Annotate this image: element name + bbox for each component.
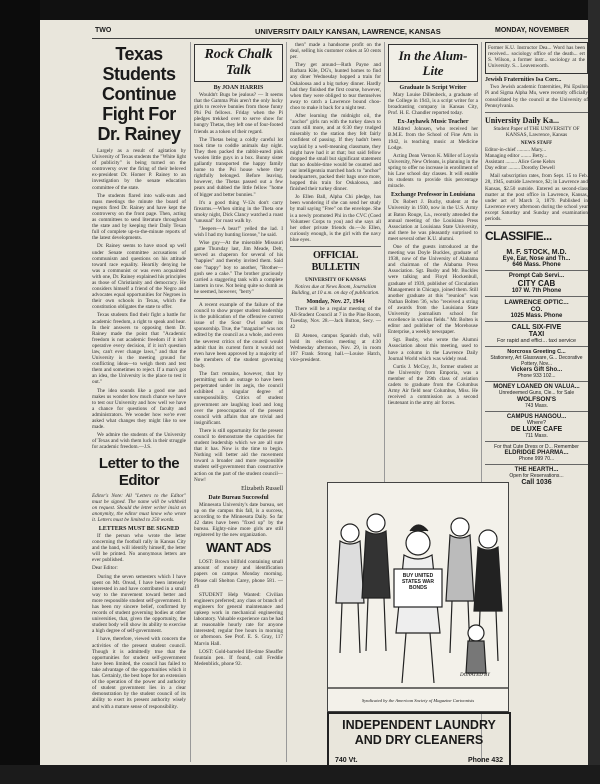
ad-name: CALL SIX-FIVE bbox=[511, 324, 562, 332]
ad-line: Stationery, Art Glassware, G... Decorative Pottery, Nov... bbox=[490, 355, 583, 368]
article-paragraph: Dr. Rainey seems to have stood up well under Senate committee accusations of communism and questions on his attitude toward race equality. Heartily denying he was a communist or was even acquainted with one, Dr. Rainey explained his principles as those of Christianity and democracy. He considers himself a friend of the Negro and advocates equal opportunities for Negroes in their own schools in Texas, which the constitution obligates the state to offer. bbox=[92, 243, 186, 311]
folio-line bbox=[40, 24, 588, 38]
letter-signature: Elizabeth Russell bbox=[241, 485, 283, 492]
bulletin-number: —42 bbox=[290, 318, 381, 331]
ad-name: WOLFSON'S bbox=[516, 396, 557, 404]
cartoon-credit: DONATED BY bbox=[460, 673, 490, 678]
classified-ad bbox=[485, 247, 588, 271]
bulletin-subheading: UNIVERSITY OF KANSAS bbox=[305, 278, 366, 283]
column-paragraph: "Jeepers—A bear!" yelled the lad. I wish I had my hunting license," he said. bbox=[194, 225, 283, 239]
want-ad-text: LOST: Brown billfold containing small amount of money and identification papers on campus Monday morning. Please call Shelton Carey, phone 581. bbox=[194, 559, 283, 584]
column-divider bbox=[286, 42, 287, 762]
letter-paragraph: During the seven semesters which I have spent on Mt. Oread, I have been intensely interested in and have contributed in a small way to the movement toward better and more responsible student self-government. It has been my sincere belief, confirmed by records of student governing bodies at other universities, that, given the opportunity, the student body will show its ability to exercise a high degree of self-government. bbox=[92, 573, 186, 635]
column-paragraph: After learning the midnight oil, the "anchor" girls ran with the turkey dawn to cram still more, and at 6:30 they trudged miserably to the station they felt fairly confident of passing. If they hadn't been waylaid by a well-meaning classmate, they might have had it at that; but said fellow dropped the small but significant statement that no double-time would be counted and our intelligentsia marched back to "anchor" headquarters, packed their bags once more, hopped this train for Oskaloosa, and finished their turkey dinner. bbox=[290, 113, 381, 193]
alum-lite-banner-box bbox=[388, 44, 478, 82]
masthead-subtitle: Student Paper of THE UNIVERSITY OF KANSAS, Lawrence, Kansas bbox=[493, 125, 580, 138]
article-paragraph: Minnesota University's date bureau, set up on the campus this fall, is a success, according to the Minnesota Daily. So far 42 dates have been "fixed up" by the bureau. Eighty-nine more girls are still registered by the new organization. bbox=[194, 501, 283, 539]
bulletin-note: Notices due at News Room, Journalism Building, at 10 a.m. on day of publication. bbox=[291, 284, 380, 297]
ad-line: Open for Reservations... bbox=[509, 473, 564, 480]
rock-chalk-banner-box bbox=[194, 44, 283, 82]
byline: By JOAN HARRIS bbox=[213, 85, 264, 91]
news-staff-label: NEWS STAFF bbox=[520, 140, 553, 146]
column-paragraph: Jo Ellen Ball, Alpha Chi pledge, has been wondering if she can send her study by mail saying "Free" on the envelope. She is a newly promoted Phi in the CVC (Coed Volunteer Corps to you) and she says all her other private friends do.—Jo Ellen, curiously enough, is the girl with the navy blue eyes. bbox=[290, 194, 381, 243]
issue-date: MONDAY, NOVEMBER bbox=[495, 27, 570, 34]
ad-name: DE LUXE CAFE bbox=[510, 426, 563, 434]
classified-ad bbox=[485, 442, 588, 465]
classified-ad bbox=[485, 297, 588, 322]
news-brief: Former K.U. Instructor Dea... Word has been received... sociology office of the death... ert S. Wilson, a former instr... sociology at the University. S... Leavenworth. bbox=[488, 45, 585, 70]
ad-line: For rapid and effici... taxi service bbox=[496, 338, 577, 345]
want-ad: LOST: Gold-barreled life-time Sheaffer fountain pen. If found, call Freddie Medenblick, phone 92. bbox=[194, 648, 283, 667]
article-paragraph: One of the guests introduced at the meeting was Doyle Buckles, graduate of 1938, now of the University of Alabama and chairman of the Alabama Press Association. Sgt. Busby and Mr. Buckles were talking and Floyd Hockenbull, graduate of 1939, publisher of Circulation Management in Chicago, joined them. Still another graduate at this "reunion" was Nathan Bolten '36, who "received a string of awards from the Louisiana State University journalism school for excellence in various fields." Mr. Bolten is editor and publisher of the Morehouse Enterprise, a weekly newspaper. bbox=[388, 243, 478, 336]
ad-address: 107 W. 7th Phone bbox=[511, 288, 562, 295]
want-ad: STUDENT Help Wanted: Civilian engineers preferred; any class or branch of engineers for general maintenance and upkeep work in mechanical engineering laboratory. Valuable experience can be had at reasonable hourly rate for anyone interested; regular free hours in morning or afternoon. See Prof. E. S. Gray, 117 Marvin Hall. bbox=[194, 591, 283, 647]
page-number: TWO bbox=[95, 27, 112, 34]
official-bulletin-heading: OFFICIAL BULLETIN bbox=[311, 250, 360, 273]
ad-headline: AND DRY CLEANERS bbox=[354, 733, 484, 747]
ad-name: MONEY LOANED ON VALUA... bbox=[493, 384, 580, 391]
scanner-right-edge bbox=[588, 0, 600, 784]
ad-headline: INDEPENDENT LAUNDRY bbox=[342, 718, 496, 732]
divider bbox=[485, 225, 588, 226]
folio-rule bbox=[92, 38, 588, 39]
ad-address: Phone 933 102... bbox=[517, 373, 556, 380]
masthead-rates: Mail subscription rates, from Sept. 15 to Feb. 28, 1945, outside Lawrence, $2; in Lawrence and Kansas, $2.50 outside. Entered as second-class matter at the post office in Lawrence, Kansas, under act of March 3, 1879. Published in Lawrence every afternoon during the school year except Saturday and Sunday and examination periods. bbox=[485, 173, 588, 222]
subhead: Exchange Professor in Louisiana bbox=[391, 192, 475, 199]
masthead-title: University Daily Ka... bbox=[485, 115, 559, 125]
divider bbox=[485, 112, 588, 113]
staff-line: Managing editor ........ Betty... bbox=[485, 153, 548, 160]
ad-address: 711 Mass. bbox=[525, 433, 548, 440]
article-paragraph: Mary Louise Dillenbeck, a graduate of the College in 1943, is a script writer for a broadcasting company in Kansas City, Prof. H. E. Chandler reported today. bbox=[388, 92, 478, 117]
article-paragraph: Curtis J. McCoy, Jr., former student at the University from Emporia, was a member of the 29th class of aviation cadets to graduate from the Columbus Army Air field near Columbus, Miss. He received a commission as a second lieutenant in the army air forces. bbox=[388, 363, 478, 407]
classified-ad bbox=[485, 412, 588, 442]
headline-letter-to-editor: Letter to the Editor bbox=[98, 454, 180, 489]
ad-name: TAXI bbox=[528, 331, 545, 339]
letter-paragraph: There is still opportunity for the present council to demonstrate the capacities for student leadership which we are all sure that it has. Now is the time to begin. Nothing will better aid the movement toward a broader and more responsible student self-government than constructive action on the part of the student council—Now! bbox=[194, 427, 283, 483]
subhead: Jewish Fraternities Isa Corr... bbox=[485, 77, 562, 84]
classified-heading: CLASSIFIE... bbox=[485, 229, 552, 244]
article-paragraph: Sgt. Busby, who wrote the Alumni Association about this meeting, used to have a column in the Lawrence Daily Journal World which was widely read. bbox=[388, 337, 478, 362]
ad-name: CITY CAB bbox=[517, 279, 556, 289]
ad-name: Vickers Gift Sho... bbox=[510, 367, 563, 374]
ad-line: Where? bbox=[526, 420, 547, 427]
staff-line: Assistant ......... Alice Gene Kehrs bbox=[485, 159, 556, 166]
war-bonds-cartoon bbox=[327, 482, 509, 712]
article-paragraph: We admire the students of the University of Texas and wish them luck in their struggle for academic freedom.—J.S. bbox=[92, 432, 186, 451]
subhead: Graduate Is Script Writer bbox=[399, 85, 467, 91]
article-paragraph: Mildred Johnsen, who received her B.M.E. from the School of Fine Arts in 1942, is teaching music at Medicine Lodge. bbox=[388, 126, 478, 151]
subhead-date-bureau: Date Bureau Successful bbox=[208, 494, 269, 501]
want-ad-number: —49 bbox=[194, 577, 283, 590]
column-rock-chalk-continued bbox=[290, 42, 381, 480]
column-rock-chalk bbox=[194, 42, 283, 764]
column-divider bbox=[384, 42, 385, 482]
column-paragraph: then" made a handsome profit on the deal, selling his customer cokes at 50 cents per. bbox=[290, 42, 381, 61]
staff-line: Editor-in-chief .......... Mary... bbox=[485, 146, 547, 153]
column-paragraph: Wise guy—At the miserable Missouri game Thursday last, Jim Meade, Delt, served as chaperon for several of his "happies" and thereby invited them. Said one "happy" boy to another, "Brother—gosh see a cake." The brother graciously carried a staggering tank with a complete lantern in tow. Not being quite so dumb as he seemed, however, "berry" bbox=[194, 240, 283, 295]
column-paragraph: It's a good thing V-12s don't carry firearms.—When sitting in the Theta one smoky night, Dick Clancy watched a roast "unusual" for roast walk by. bbox=[194, 199, 283, 224]
alum-lite-banner: In the Alum-Lite bbox=[398, 48, 468, 78]
want-ad bbox=[194, 559, 283, 589]
bulletin-date: Monday, Nov. 27, 1944 bbox=[306, 299, 365, 306]
ad-name: THE HEARTH... bbox=[514, 467, 559, 474]
article-paragraph: Dr. Robert J. Buchy, student at the University in 1930, now in the U.S. Army at Baton Rouge, La., recently attended the annual meeting of the Louisiana Press Association at Louisiana State University, and there he was pleasantly surprised to meet several other K.U. alumni. bbox=[388, 199, 478, 242]
want-ads-heading: WANT ADS bbox=[206, 540, 271, 556]
ad-address: 1025 Mass. Phone bbox=[510, 313, 563, 320]
ad-name: Norcross Greeting C... bbox=[507, 349, 566, 356]
article-paragraph: The idea sounds like a good one and makes us wonder how much chance we have to test our University and how well we have a chance for questions of faculty and administrators. We wonder how we're ever asked what changes they might like to see made. bbox=[92, 387, 186, 431]
article-paragraph: The students flared into walk-outs and mass meetings the minute the board of regents fired Dr. Rainey and have kept the controversy on the front page. Then, acting as committees to send literature throughout the state and by keeping their Daily Texan full of complete up-to-the-minute reports of the latest developments. bbox=[92, 192, 186, 242]
ad-address: 743 Mass. bbox=[524, 403, 549, 410]
divider bbox=[290, 246, 381, 247]
classified-ad bbox=[485, 347, 588, 382]
ad-address: 740 Vt. bbox=[335, 757, 358, 764]
ad-line: For that Cute Dress or D... Remember bbox=[494, 444, 579, 451]
bulletin-text: There will be a regular meeting of the All-Student Council at 7 in the Pine Room, Tuesday, Nov. 28.—Jack Button, Secy. bbox=[290, 306, 381, 325]
scanner-left-margin bbox=[0, 0, 40, 784]
column-editorial bbox=[92, 42, 186, 764]
article-paragraph: Largely as a result of agitation by University of Texas students the "White light of publicity" is being turned on the controversy over the firing of their beloved ex-president Dr. Homer P. Rainey to an investigation by the senate education committee of the state. bbox=[92, 148, 186, 191]
ad-name: LAWRENCE OPTIC... bbox=[504, 299, 569, 307]
ad-address: 646 Mass. Phone bbox=[512, 262, 561, 269]
article-paragraph: Acting Dean Vernon K. Miller of Loyola University, New Orleans, is planning in the spring to offer no increase in enrollment of his Law school day classes. It will enable its students to provide this percentage miracle. bbox=[388, 152, 478, 190]
ad-name: CAMPUS HANGOU... bbox=[506, 414, 567, 421]
subhead: Ex-Jayhawk Music Teacher bbox=[397, 119, 469, 126]
paper-name-line: UNIVERSITY DAILY KANSAN, LAWRENCE, KANSAS bbox=[255, 27, 441, 36]
ad-name: M. F. STOCK, M.D. bbox=[506, 249, 567, 257]
article-paragraph: Two Jewish academic fraternities, Phi Epsilon Pi and Sigma Alpha Mu, were recently officially consolidated by the council at the University of Pennsylvania. bbox=[485, 84, 588, 109]
scanner-bottom-edge bbox=[0, 765, 600, 784]
rock-chalk-banner: Rock Chalk Talk bbox=[204, 47, 273, 78]
column-paragraph: The Thetas being a coldly careful lot took time to coddle animals day night. They then packed the rabbit-eared pink woolen little guys in a box. Bunny sister gallantly transported the happy family home to the Psi house where they rightfully belonged. Before leaving, however, the Thetas passed out a few pears and dubbed the little fellow "home of bigger and better bunnies." bbox=[194, 136, 283, 198]
classified-ad bbox=[485, 382, 588, 412]
letter-paragraph: If the person who wrote the letter concerning the football rally in Kansas City and the band, will identify himself, the letter will be printed. No anonymous letters are ever published. bbox=[92, 532, 186, 564]
newspaper-page bbox=[40, 20, 588, 765]
editors-note: Editor's Note: All "Letters to the Editor" must be signed. The name will be withheld on request. Should the letter writer insist on anonymity, the editor must know who wrote it. Letters must be limited to 250 words. bbox=[92, 492, 186, 523]
article-paragraph: Texas students find their fight a battle for academic freedom, a right to speak and hear. In their answers to opposing them Dr. Rainey made the point that "Academic freedom is not academic freedom if it isn't operative every decision, if it isn't question law, can't ever change laws," and that the University is the meeting ground for conflicting ideas—to weigh them and test them and sometimes to reject. If a man's got an idea, the University is the place to test it out." bbox=[92, 312, 186, 386]
letters-signed-rule: LETTERS MUST BE SIGNED bbox=[98, 525, 180, 532]
column-paragraph: They get around—Ruth Payne and Barbara Kile, DG's, hunted homes to find any diner Wednesday hopped a train for Oskaloosa and a big turkey dinner. Hardly had they finished the first course, however, when they were obliged to tear themselves away to catch a Lawrence bound choo-choo to make it back for a night test. bbox=[290, 62, 381, 111]
cartoon-caption: Syndicated by the American Society of Magazine Cartoonists bbox=[361, 698, 475, 703]
column-paragraph: Wouldn't Bugs be jealous? — It seems that the Gamma Phis aren't the only lucky girls to receive bunnies from those funny Phi Psi fellows. Friday when the Pi pledges trekked over to serve show for hungry Thetas, they left one of four-footed friends as a token of their regard. bbox=[194, 92, 283, 135]
divider bbox=[194, 298, 283, 299]
column-divider bbox=[190, 42, 191, 762]
ad-address: Phone 999 70... bbox=[518, 456, 555, 463]
bulletin-item: El Ateneo, campus Spanish club, will hold its election meeting at 4:30 Wednesday afternoon, Nov. 29, in room 107 Frank Strong hall.—Louise Hatch, vice-president. bbox=[290, 332, 381, 363]
classified-ad bbox=[485, 271, 588, 297]
ad-name: ELDRIDGE PHARMA... bbox=[504, 450, 569, 457]
ad-phone: Phone 432 bbox=[467, 757, 503, 764]
headline-texas-students: Texas Students Continue Fight For Dr. Rainey bbox=[97, 44, 181, 144]
staff-line: Day editor ......... Dorothy Dewell bbox=[485, 165, 555, 172]
letter-salutation: Dear Editor: bbox=[92, 565, 118, 572]
laundry-advertisement bbox=[327, 712, 511, 765]
bulletin-item bbox=[290, 306, 381, 330]
news-brief-box bbox=[485, 42, 588, 74]
letter-paragraph: I have, therefore, viewed with concern the activities of the present student council. Though it is admittedly true that the opportunities for student self-government have been limited, the council has failed to take advantage of the opportunities which it has. Certainly, the best hope for an extension of the operation of the power and authority of student government lies in a clear demonstration by the student council of its ability to exert its present authority wisely and with a mature sense of responsibility. bbox=[92, 636, 186, 710]
classified-ad bbox=[485, 322, 588, 347]
letter-paragraph: A recent example of the failure of the council to show proper student leadership is the publication of the offensive current issue of the Sour Owl under its sponsorship. True, the "magazine" was not edited by the council as a whole, and even the severest critics of the council would admit that its current form it would not even have been approved by a majority of the members of the student governing body. bbox=[194, 302, 283, 369]
ad-line: Unredeemed Guns, Cle... for Sale bbox=[498, 390, 575, 397]
ad-name: CO. bbox=[530, 306, 543, 314]
column-alum-lite bbox=[388, 42, 478, 480]
ad-line: Prompt Cab Servi... bbox=[508, 273, 565, 280]
war-bonds-sign: BUY UNITED STATES WAR BONDS bbox=[401, 573, 435, 591]
ad-address: Call 1036 bbox=[521, 479, 552, 487]
ad-line: Eye, Ear, Nose and Th... bbox=[502, 256, 571, 263]
letter-paragraph: The fact remains, however, that by permitting such an outrage to have been perpetrated under its aegis, the council exhibited a singular degree of unresponsibility. Critics of student government are laughing loud and long over the preoccupation of the present council with affairs that are trivial and insignificant. bbox=[194, 371, 283, 426]
